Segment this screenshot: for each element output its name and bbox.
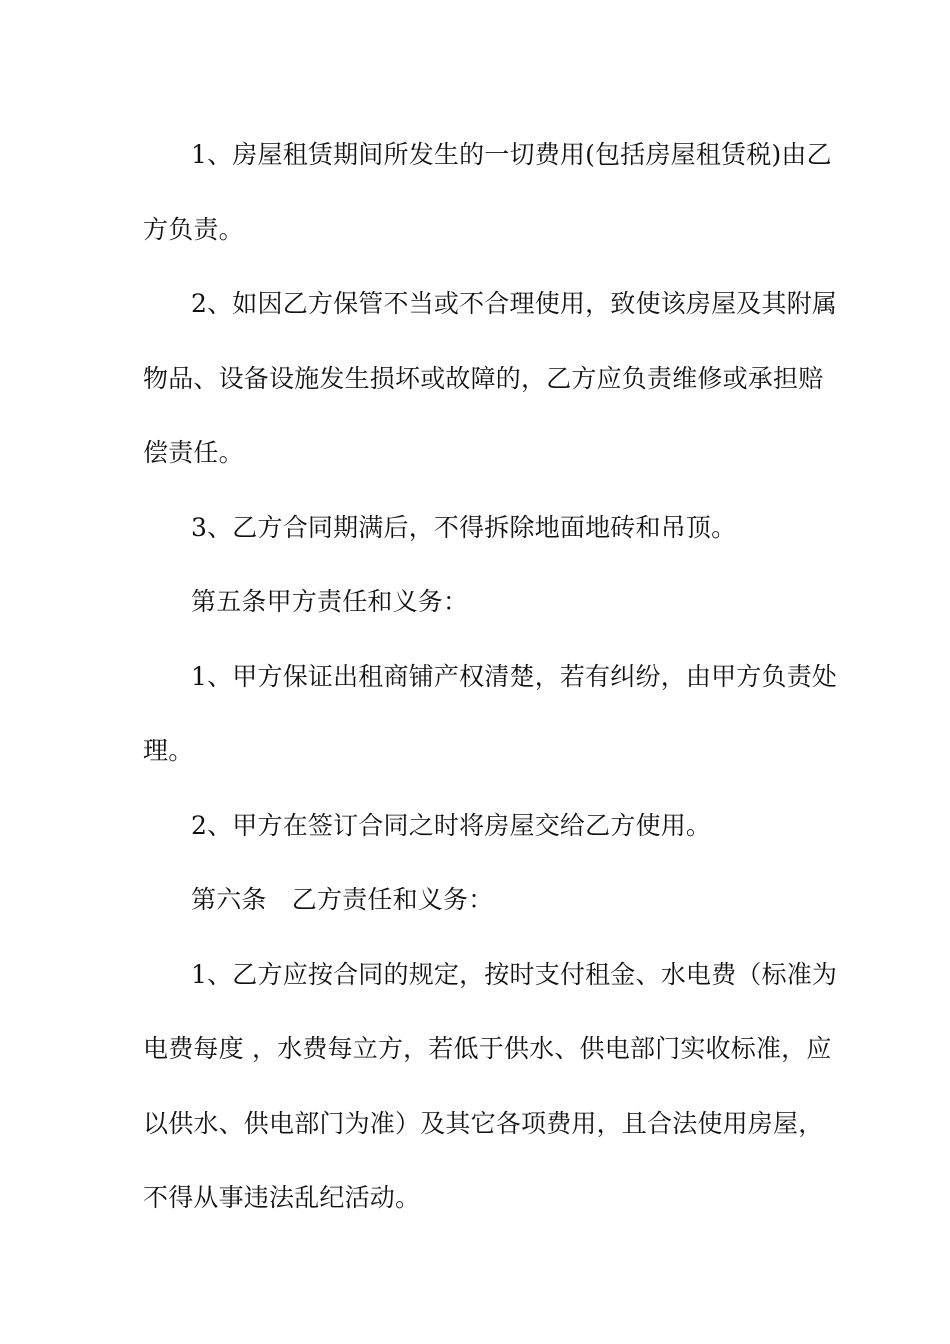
paragraph-line: 物品、设备设施发生损坏或故障的，乙方应负责维修或承担赔 bbox=[143, 363, 824, 393]
paragraph-line: 理。 bbox=[143, 736, 194, 765]
paragraph-line: 2、甲方在签订合同之时将房屋交给乙方使用。 bbox=[191, 810, 712, 840]
paragraph-line: 偿责任。 bbox=[143, 438, 244, 467]
section-heading: 第六条 乙方责任和义务： bbox=[191, 885, 494, 914]
section-heading: 第五条甲方责任和义务： bbox=[191, 587, 469, 616]
paragraph-line: 1、乙方应按合同的规定，按时支付租金、水电费（标准为 bbox=[191, 959, 838, 989]
document-body bbox=[143, 130, 838, 1248]
paragraph-line: 以供水、供电部门为准）及其它各项费用，且合法使用房屋， bbox=[143, 1108, 824, 1138]
paragraph-line: 1、房屋租赁期间所发生的一切费用(包括房屋租赁税)由乙 bbox=[191, 140, 832, 169]
paragraph-line: 2、如因乙方保管不当或不合理使用，致使该房屋及其附属 bbox=[191, 289, 838, 318]
paragraph-line: 电费每度 ，水费每立方，若低于供水、供电部门实收标准，应 bbox=[143, 1034, 832, 1063]
paragraph-line: 不得从事违法乱纪活动。 bbox=[143, 1183, 421, 1212]
paragraph-line: 1、甲方保证出租商铺产权清楚，若有纠纷，由甲方负责处 bbox=[191, 661, 838, 691]
paragraph-line: 3、乙方合同期满后，不得拆除地面地砖和吊顶。 bbox=[191, 512, 737, 542]
paragraph-line: 方负责。 bbox=[143, 214, 244, 244]
